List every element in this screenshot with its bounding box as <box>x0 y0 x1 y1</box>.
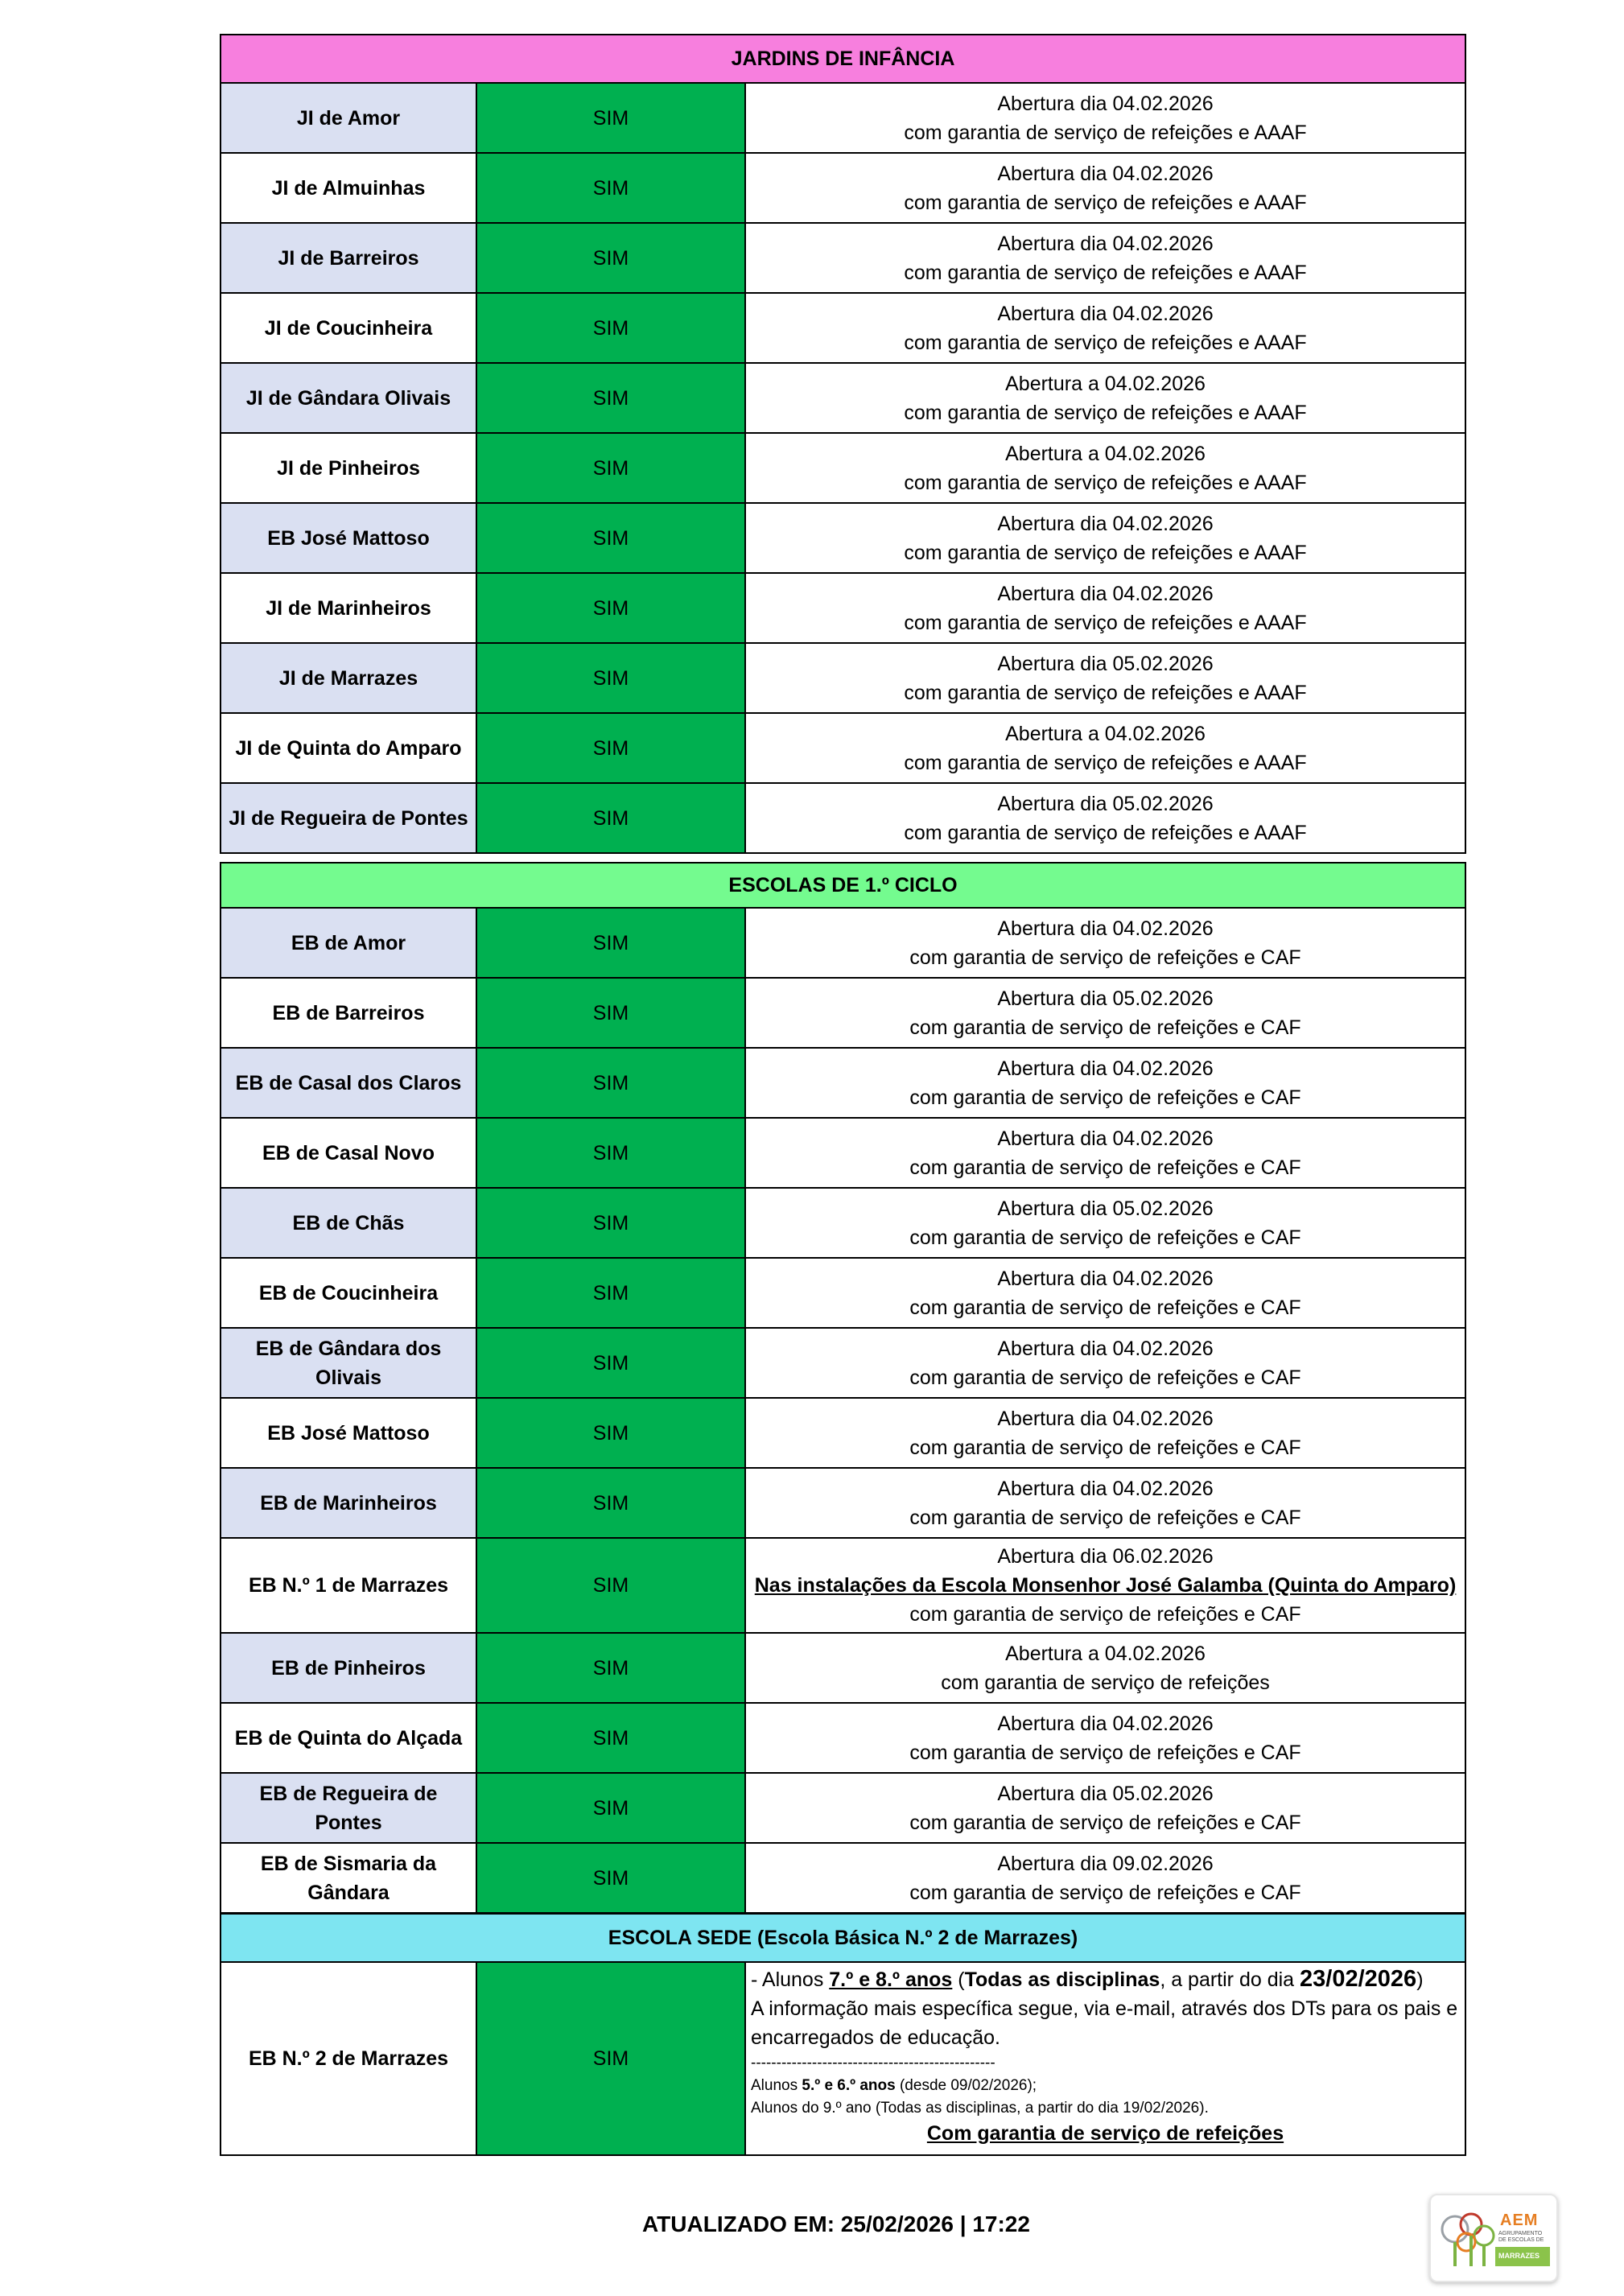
status-cell: SIM <box>476 1398 745 1468</box>
sede-separator: ------------------------------------------------ <box>751 2055 995 2071</box>
description-cell <box>745 1048 1465 1118</box>
school-name: EB José Mattoso <box>221 503 476 573</box>
table-row <box>221 1962 1465 2155</box>
description-cell <box>745 1118 1465 1188</box>
status-cell: SIM <box>476 643 745 713</box>
opening-date: Abertura dia 05.02.2026 <box>997 987 1214 1010</box>
table-row <box>221 783 1465 853</box>
opening-date: Abertura a 04.02.2026 <box>1005 372 1206 395</box>
table-row <box>221 1118 1465 1188</box>
eb-rows <box>221 908 1465 1913</box>
table-row <box>221 1328 1465 1398</box>
logo-sub2: DE ESCOLAS DE <box>1498 2237 1544 2243</box>
opening-date: Abertura dia 04.02.2026 <box>997 1712 1214 1735</box>
school-name: EB de Regueira de Pontes <box>221 1773 476 1843</box>
opening-date: Abertura dia 04.02.2026 <box>997 1127 1214 1150</box>
status-cell: SIM <box>476 433 745 503</box>
status-cell: SIM <box>476 783 745 853</box>
logo-sub <box>1498 2231 1544 2244</box>
ji-table-container <box>220 34 1465 854</box>
sede-l1-g: ) <box>1416 1968 1424 1991</box>
sede-description <box>745 1962 1465 2155</box>
ji-table <box>220 34 1466 854</box>
description-cell <box>745 783 1465 853</box>
status-cell: SIM <box>476 908 745 978</box>
service-note: com garantia de serviço de refeições e CAF <box>909 1366 1301 1389</box>
service-note: com garantia de serviço de refeições e CAF <box>909 1436 1301 1459</box>
status-cell: SIM <box>476 153 745 223</box>
opening-date: Abertura dia 04.02.2026 <box>997 1337 1214 1360</box>
opening-date: Abertura dia 05.02.2026 <box>997 652 1214 675</box>
table-row <box>221 978 1465 1048</box>
opening-date: Abertura a 04.02.2026 <box>1005 1642 1206 1665</box>
service-note: com garantia de serviço de refeições e AAAF <box>904 611 1307 634</box>
status-cell: SIM <box>476 1188 745 1258</box>
school-name: JI de Almuinhas <box>221 153 476 223</box>
status-cell: SIM <box>476 573 745 643</box>
service-note: com garantia de serviço de refeições e AAAF <box>904 541 1307 564</box>
description-cell <box>745 908 1465 978</box>
service-note: com garantia de serviço de refeições e CAF <box>909 1226 1301 1249</box>
description-cell <box>745 1258 1465 1328</box>
opening-date: Abertura dia 04.02.2026 <box>997 1267 1214 1290</box>
table-row <box>221 1048 1465 1118</box>
description-cell <box>745 978 1465 1048</box>
school-name: EB de Casal dos Claros <box>221 1048 476 1118</box>
sede-line-1 <box>751 1964 1460 1994</box>
description-cell <box>745 1398 1465 1468</box>
ji-header: JARDINS DE INFÂNCIA <box>221 35 1465 83</box>
school-name: JI de Barreiros <box>221 223 476 293</box>
description-cell <box>745 643 1465 713</box>
status-cell: SIM <box>476 713 745 783</box>
service-note: com garantia de serviço de refeições e AAAF <box>904 821 1307 844</box>
status-cell: SIM <box>476 503 745 573</box>
table-row <box>221 503 1465 573</box>
description-cell <box>745 153 1465 223</box>
status-cell: SIM <box>476 1962 745 2155</box>
table-row <box>221 83 1465 153</box>
school-name: EB de Chãs <box>221 1188 476 1258</box>
table-row <box>221 363 1465 433</box>
school-name: JI de Coucinheira <box>221 293 476 363</box>
status-cell: SIM <box>476 1703 745 1773</box>
opening-date: Abertura dia 05.02.2026 <box>997 1782 1214 1805</box>
status-cell: SIM <box>476 1048 745 1118</box>
eb-table <box>220 862 1466 1914</box>
table-row <box>221 1773 1465 1843</box>
service-note: com garantia de serviço de refeições e CAF <box>909 946 1301 969</box>
opening-date: Abertura dia 04.02.2026 <box>997 917 1214 940</box>
status-cell: SIM <box>476 1258 745 1328</box>
description-cell <box>745 83 1465 153</box>
opening-date: Abertura dia 04.02.2026 <box>997 1057 1214 1080</box>
logo-text: AEM <box>1500 2211 1539 2229</box>
description-cell <box>745 503 1465 573</box>
status-cell: SIM <box>476 1843 745 1913</box>
status-cell: SIM <box>476 1118 745 1188</box>
sede-line-4: Alunos do 9.º ano (Todas as disciplinas, a partir do dia 19/02/2026). <box>751 2100 1209 2117</box>
service-note: com garantia de serviço de refeições <box>941 1671 1270 1694</box>
service-note: com garantia de serviço de refeições e AAAF <box>904 331 1307 354</box>
sede-l3-a: Alunos <box>751 2077 802 2094</box>
school-name: EB de Coucinheira <box>221 1258 476 1328</box>
opening-date: Abertura dia 04.02.2026 <box>997 1407 1214 1430</box>
description-cell <box>745 1328 1465 1398</box>
school-name: JI de Gândara Olivais <box>221 363 476 433</box>
service-note: com garantia de serviço de refeições e CAF <box>909 1016 1301 1039</box>
table-row <box>221 1843 1465 1913</box>
service-note: com garantia de serviço de refeições e AAAF <box>904 191 1307 214</box>
opening-date: Abertura dia 05.02.2026 <box>997 1197 1214 1220</box>
school-name: EB de Marinheiros <box>221 1468 476 1538</box>
sede-header: ESCOLA SEDE (Escola Básica N.º 2 de Marrazes) <box>221 1914 1465 1962</box>
sede-table-container <box>220 1913 1465 2156</box>
opening-date: Abertura dia 09.02.2026 <box>997 1852 1214 1875</box>
description-cell <box>745 1773 1465 1843</box>
service-note: com garantia de serviço de refeições e CAF <box>909 1603 1301 1626</box>
sede-info: A informação mais específica segue, via e-mail, através dos DTs para os pais e encarregados de educação. <box>751 1997 1458 2049</box>
description-cell <box>745 1633 1465 1703</box>
sede-l3-c: (desde 09/02/2026); <box>895 2077 1037 2094</box>
service-note: com garantia de serviço de refeições e AAAF <box>904 681 1307 704</box>
school-name: JI de Marinheiros <box>221 573 476 643</box>
school-name: EB de Gândara dos Olivais <box>221 1328 476 1398</box>
school-name: JI de Regueira de Pontes <box>221 783 476 853</box>
opening-date: Abertura dia 06.02.2026 <box>997 1545 1214 1568</box>
sede-line-5: Com garantia de serviço de refeições <box>926 2122 1284 2145</box>
opening-date: Abertura dia 04.02.2026 <box>997 162 1214 185</box>
service-note: com garantia de serviço de refeições e CAF <box>909 1811 1301 1834</box>
opening-date: Abertura dia 05.02.2026 <box>997 792 1214 815</box>
description-cell <box>745 293 1465 363</box>
school-name: EB José Mattoso <box>221 1398 476 1468</box>
opening-date: Abertura dia 04.02.2026 <box>997 302 1214 325</box>
sede-l1-e: , a partir do dia <box>1160 1968 1300 1991</box>
school-name: EB de Sismaria da Gândara <box>221 1843 476 1913</box>
logo-sub3: MARRAZES <box>1498 2252 1540 2260</box>
table-row <box>221 433 1465 503</box>
school-name: JI de Marrazes <box>221 643 476 713</box>
table-row <box>221 1258 1465 1328</box>
sede-l1-a: - Alunos <box>751 1968 830 1991</box>
table-row <box>221 1703 1465 1773</box>
service-note: com garantia de serviço de refeições e CAF <box>909 1506 1301 1529</box>
opening-date: Abertura dia 04.02.2026 <box>997 1477 1214 1500</box>
table-row <box>221 223 1465 293</box>
service-note: com garantia de serviço de refeições e AAAF <box>904 261 1307 284</box>
table-row <box>221 1468 1465 1538</box>
school-name: JI de Pinheiros <box>221 433 476 503</box>
school-name: EB N.º 1 de Marrazes <box>221 1538 476 1633</box>
service-note: com garantia de serviço de refeições e AAAF <box>904 401 1307 424</box>
aem-logo <box>1429 2194 1558 2282</box>
opening-date: Abertura a 04.02.2026 <box>1005 722 1206 745</box>
service-note: com garantia de serviço de refeições e AAAF <box>904 471 1307 494</box>
opening-date: Abertura dia 04.02.2026 <box>997 582 1214 605</box>
table-row <box>221 1633 1465 1703</box>
service-note: com garantia de serviço de refeições e AAAF <box>904 751 1307 774</box>
school-name: EB de Amor <box>221 908 476 978</box>
service-note: com garantia de serviço de refeições e AAAF <box>904 121 1307 144</box>
school-name: JI de Amor <box>221 83 476 153</box>
eb-header: ESCOLAS DE 1.º CICLO <box>221 863 1465 908</box>
table-row <box>221 908 1465 978</box>
table-row <box>221 293 1465 363</box>
description-cell <box>745 1843 1465 1913</box>
table-row <box>221 643 1465 713</box>
description-cell <box>745 223 1465 293</box>
description-cell <box>745 433 1465 503</box>
description-cell <box>745 1703 1465 1773</box>
sede-l1-grades: 7.º e 8.º anos <box>829 1968 953 1991</box>
sede-table <box>220 1913 1466 2156</box>
school-name: EB N.º 2 de Marrazes <box>221 1962 476 2155</box>
updated-footer: ATUALIZADO EM: 25/02/2026 | 17:22 <box>642 2211 1030 2236</box>
opening-date: Abertura dia 04.02.2026 <box>997 232 1214 255</box>
description-cell <box>745 713 1465 783</box>
status-cell: SIM <box>476 1633 745 1703</box>
service-note: com garantia de serviço de refeições e CAF <box>909 1156 1301 1179</box>
table-row <box>221 153 1465 223</box>
ji-rows <box>221 83 1465 853</box>
sede-line-3 <box>751 2075 1460 2097</box>
status-cell: SIM <box>476 1468 745 1538</box>
status-cell: SIM <box>476 363 745 433</box>
description-cell <box>745 573 1465 643</box>
location-note: Nas instalações da Escola Monsenhor José Galamba (Quinta do Amparo) <box>754 1574 1457 1597</box>
status-cell: SIM <box>476 223 745 293</box>
opening-date: Abertura dia 04.02.2026 <box>997 92 1214 115</box>
service-note: com garantia de serviço de refeições e CAF <box>909 1881 1301 1904</box>
description-cell <box>745 1468 1465 1538</box>
school-name: EB de Quinta do Alçada <box>221 1703 476 1773</box>
sede-l3-grades: 5.º e 6.º anos <box>802 2077 896 2094</box>
service-note: com garantia de serviço de refeições e CAF <box>909 1296 1301 1319</box>
table-row <box>221 1188 1465 1258</box>
opening-date: Abertura dia 04.02.2026 <box>997 512 1214 535</box>
description-cell <box>745 1188 1465 1258</box>
table-row <box>221 573 1465 643</box>
sede-l1-date: 23/02/2026 <box>1300 1966 1417 1992</box>
table-row <box>221 1398 1465 1468</box>
service-note: com garantia de serviço de refeições e CAF <box>909 1086 1301 1109</box>
sede-l1-c: ( <box>952 1968 965 1991</box>
status-cell: SIM <box>476 293 745 363</box>
eb-table-container <box>220 862 1465 1914</box>
logo-sub1: AGRUPAMENTO <box>1498 2231 1543 2236</box>
sede-l1-subjects: Todas as disciplinas <box>964 1968 1160 1991</box>
description-cell <box>745 1538 1465 1633</box>
school-name: EB de Pinheiros <box>221 1633 476 1703</box>
table-row <box>221 1538 1465 1633</box>
description-cell <box>745 363 1465 433</box>
opening-date: Abertura a 04.02.2026 <box>1005 442 1206 465</box>
school-name: JI de Quinta do Amparo <box>221 713 476 783</box>
school-name: EB de Casal Novo <box>221 1118 476 1188</box>
status-cell: SIM <box>476 1773 745 1843</box>
service-note: com garantia de serviço de refeições e CAF <box>909 1741 1301 1764</box>
status-cell: SIM <box>476 978 745 1048</box>
status-cell: SIM <box>476 1328 745 1398</box>
status-cell: SIM <box>476 1538 745 1633</box>
school-name: EB de Barreiros <box>221 978 476 1048</box>
table-row <box>221 713 1465 783</box>
status-cell: SIM <box>476 83 745 153</box>
